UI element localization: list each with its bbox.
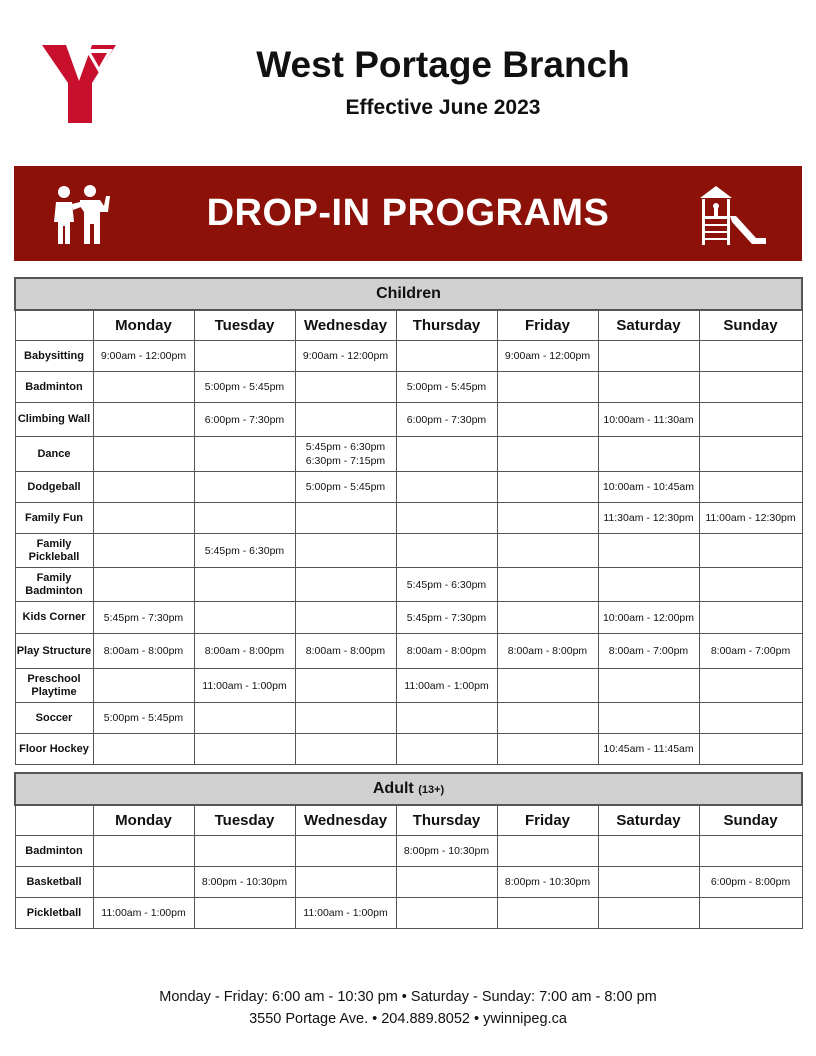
- day-header: Monday: [93, 310, 194, 341]
- time-cell: [598, 836, 699, 867]
- table-row: [15, 403, 802, 437]
- program-name: Basketball: [15, 867, 93, 898]
- time-cell: [396, 703, 497, 734]
- time-cell: [699, 836, 802, 867]
- time-cell: [295, 534, 396, 568]
- time-cell: [497, 437, 598, 472]
- time-cell: [699, 437, 802, 472]
- time-cell: [598, 372, 699, 403]
- page-subtitle: Effective June 2023: [345, 96, 541, 119]
- time-cell: 8:00am - 8:00pm: [93, 634, 194, 669]
- adult-schedule-table: [14, 772, 803, 929]
- time-cell: [699, 403, 802, 437]
- time-cell: 8:00am - 8:00pm: [194, 634, 295, 669]
- time-cell: [93, 503, 194, 534]
- time-cell: 5:45pm - 6:30pm 6:30pm - 7:15pm: [295, 437, 396, 472]
- program-name: Family Badminton: [15, 568, 93, 602]
- table-row: [15, 503, 802, 534]
- time-cell: 5:45pm - 6:30pm: [396, 568, 497, 602]
- time-cell: 10:00am - 11:30am: [598, 403, 699, 437]
- program-name: Kids Corner: [15, 602, 93, 634]
- time-cell: [598, 534, 699, 568]
- time-cell: 6:00pm - 7:30pm: [396, 403, 497, 437]
- time-cell: [396, 341, 497, 372]
- time-cell: [295, 602, 396, 634]
- table-row: [15, 341, 802, 372]
- time-cell: [194, 568, 295, 602]
- time-cell: [699, 534, 802, 568]
- day-header: Thursday: [396, 805, 497, 836]
- time-cell: [497, 836, 598, 867]
- table-row: [15, 634, 802, 669]
- footer-contact: 3550 Portage Ave. • 204.889.8052 • ywinnipeg.ca: [249, 1011, 567, 1027]
- time-cell: 9:00am - 12:00pm: [93, 341, 194, 372]
- program-name: Play Structure: [15, 634, 93, 669]
- time-cell: [396, 734, 497, 765]
- day-header: Sunday: [699, 310, 802, 341]
- time-cell: [93, 734, 194, 765]
- time-cell: [598, 568, 699, 602]
- time-cell: 8:00am - 8:00pm: [497, 634, 598, 669]
- children-day-header-row: [15, 310, 802, 341]
- time-cell: 5:45pm - 7:30pm: [93, 602, 194, 634]
- time-cell: 5:00pm - 5:45pm: [194, 372, 295, 403]
- program-name: Badminton: [15, 372, 93, 403]
- time-cell: [497, 568, 598, 602]
- table-row: [15, 836, 802, 867]
- time-cell: 10:00am - 12:00pm: [598, 602, 699, 634]
- time-cell: [93, 372, 194, 403]
- time-cell: 5:00pm - 5:45pm: [93, 703, 194, 734]
- time-cell: 5:00pm - 5:45pm: [396, 372, 497, 403]
- time-cell: [295, 734, 396, 765]
- time-cell: 9:00am - 12:00pm: [497, 341, 598, 372]
- program-name: Dance: [15, 437, 93, 472]
- time-cell: 11:00am - 1:00pm: [295, 898, 396, 929]
- table-row: [15, 472, 802, 503]
- time-cell: [295, 703, 396, 734]
- day-header: Wednesday: [295, 310, 396, 341]
- table-row: [15, 602, 802, 634]
- adult-age-note: (13+): [418, 784, 445, 796]
- time-cell: [699, 734, 802, 765]
- time-cell: [699, 472, 802, 503]
- time-cell: [93, 867, 194, 898]
- program-name: Pickletball: [15, 898, 93, 929]
- time-cell: [497, 703, 598, 734]
- time-cell: [295, 568, 396, 602]
- time-cell: 8:00am - 7:00pm: [598, 634, 699, 669]
- program-name: Babysitting: [15, 341, 93, 372]
- time-cell: [396, 503, 497, 534]
- time-cell: 11:00am - 1:00pm: [396, 669, 497, 703]
- time-cell: [93, 437, 194, 472]
- time-cell: [194, 472, 295, 503]
- table-row: [15, 734, 802, 765]
- time-cell: 8:00am - 8:00pm: [396, 634, 497, 669]
- time-cell: [93, 669, 194, 703]
- adult-title: Adult: [372, 780, 414, 797]
- time-cell: [699, 898, 802, 929]
- footer-hours: Monday - Friday: 6:00 am - 10:30 pm • Saturday - Sunday: 7:00 am - 8:00 pm: [159, 989, 657, 1005]
- time-cell: [598, 703, 699, 734]
- table-row: [15, 437, 802, 472]
- time-cell: [194, 437, 295, 472]
- time-cell: [396, 534, 497, 568]
- time-cell: [194, 503, 295, 534]
- time-cell: [295, 372, 396, 403]
- day-header: Tuesday: [194, 805, 295, 836]
- time-cell: 11:00am - 1:00pm: [194, 669, 295, 703]
- day-header: Saturday: [598, 310, 699, 341]
- time-cell: [497, 669, 598, 703]
- time-cell: [497, 403, 598, 437]
- time-cell: [93, 836, 194, 867]
- time-cell: [295, 503, 396, 534]
- time-cell: 5:00pm - 5:45pm: [295, 472, 396, 503]
- time-cell: [194, 703, 295, 734]
- time-cell: [295, 867, 396, 898]
- time-cell: 8:00am - 7:00pm: [699, 634, 802, 669]
- time-cell: [93, 534, 194, 568]
- table-row: [15, 372, 802, 403]
- time-cell: 8:00am - 8:00pm: [295, 634, 396, 669]
- banner-title: DROP-IN PROGRAMS: [206, 192, 610, 234]
- time-cell: [194, 341, 295, 372]
- time-cell: [396, 472, 497, 503]
- program-name: Floor Hockey: [15, 734, 93, 765]
- page-title: West Portage Branch: [256, 44, 630, 85]
- table-row: [15, 568, 802, 602]
- time-cell: [497, 472, 598, 503]
- time-cell: [396, 867, 497, 898]
- day-header: Saturday: [598, 805, 699, 836]
- time-cell: [194, 734, 295, 765]
- day-header: Wednesday: [295, 805, 396, 836]
- children-section-title: Children: [15, 278, 802, 310]
- time-cell: [699, 703, 802, 734]
- table-row: [15, 534, 802, 568]
- adult-day-header-row: [15, 805, 802, 836]
- ymca-logo: [40, 43, 118, 125]
- time-cell: 6:00pm - 8:00pm: [699, 867, 802, 898]
- program-name: Dodgeball: [15, 472, 93, 503]
- time-cell: [497, 602, 598, 634]
- time-cell: 5:45pm - 6:30pm: [194, 534, 295, 568]
- program-name: Badminton: [15, 836, 93, 867]
- time-cell: [497, 734, 598, 765]
- time-cell: [497, 503, 598, 534]
- time-cell: [396, 437, 497, 472]
- time-cell: [497, 534, 598, 568]
- time-cell: [497, 898, 598, 929]
- time-cell: [598, 341, 699, 372]
- time-cell: [93, 403, 194, 437]
- table-row: [15, 703, 802, 734]
- time-cell: 11:00am - 12:30pm: [699, 503, 802, 534]
- program-name: Preschool Playtime: [15, 669, 93, 703]
- time-cell: [295, 403, 396, 437]
- time-cell: [497, 372, 598, 403]
- day-header: Friday: [497, 310, 598, 341]
- time-cell: 8:00pm - 10:30pm: [396, 836, 497, 867]
- time-cell: [194, 898, 295, 929]
- time-cell: [699, 669, 802, 703]
- time-cell: 11:00am - 1:00pm: [93, 898, 194, 929]
- time-cell: [699, 372, 802, 403]
- time-cell: 10:00am - 10:45am: [598, 472, 699, 503]
- time-cell: [699, 602, 802, 634]
- time-cell: [93, 472, 194, 503]
- banner: [14, 166, 802, 261]
- time-cell: 10:45am - 11:45am: [598, 734, 699, 765]
- day-header: Tuesday: [194, 310, 295, 341]
- time-cell: [699, 568, 802, 602]
- time-cell: [598, 669, 699, 703]
- table-row: [15, 669, 802, 703]
- adult-section-title: [15, 773, 802, 805]
- day-header: Friday: [497, 805, 598, 836]
- time-cell: 6:00pm - 7:30pm: [194, 403, 295, 437]
- play-structure-icon: [694, 182, 770, 246]
- program-name: Family Fun: [15, 503, 93, 534]
- time-cell: [699, 341, 802, 372]
- time-cell: [194, 602, 295, 634]
- time-cell: [598, 867, 699, 898]
- day-header: Monday: [93, 805, 194, 836]
- program-name: Family Pickleball: [15, 534, 93, 568]
- time-cell: [396, 898, 497, 929]
- time-cell: 11:30am - 12:30pm: [598, 503, 699, 534]
- table-row: [15, 867, 802, 898]
- time-cell: 8:00pm - 10:30pm: [497, 867, 598, 898]
- time-cell: [598, 898, 699, 929]
- time-cell: 9:00am - 12:00pm: [295, 341, 396, 372]
- time-cell: [93, 568, 194, 602]
- time-cell: [194, 836, 295, 867]
- day-header: Sunday: [699, 805, 802, 836]
- time-cell: 5:45pm - 7:30pm: [396, 602, 497, 634]
- time-cell: 8:00pm - 10:30pm: [194, 867, 295, 898]
- table-row: [15, 898, 802, 929]
- program-name: Climbing Wall: [15, 403, 93, 437]
- program-name: Soccer: [15, 703, 93, 734]
- time-cell: [295, 836, 396, 867]
- day-header: Thursday: [396, 310, 497, 341]
- time-cell: [598, 437, 699, 472]
- children-schedule-table: [14, 277, 803, 765]
- time-cell: [295, 669, 396, 703]
